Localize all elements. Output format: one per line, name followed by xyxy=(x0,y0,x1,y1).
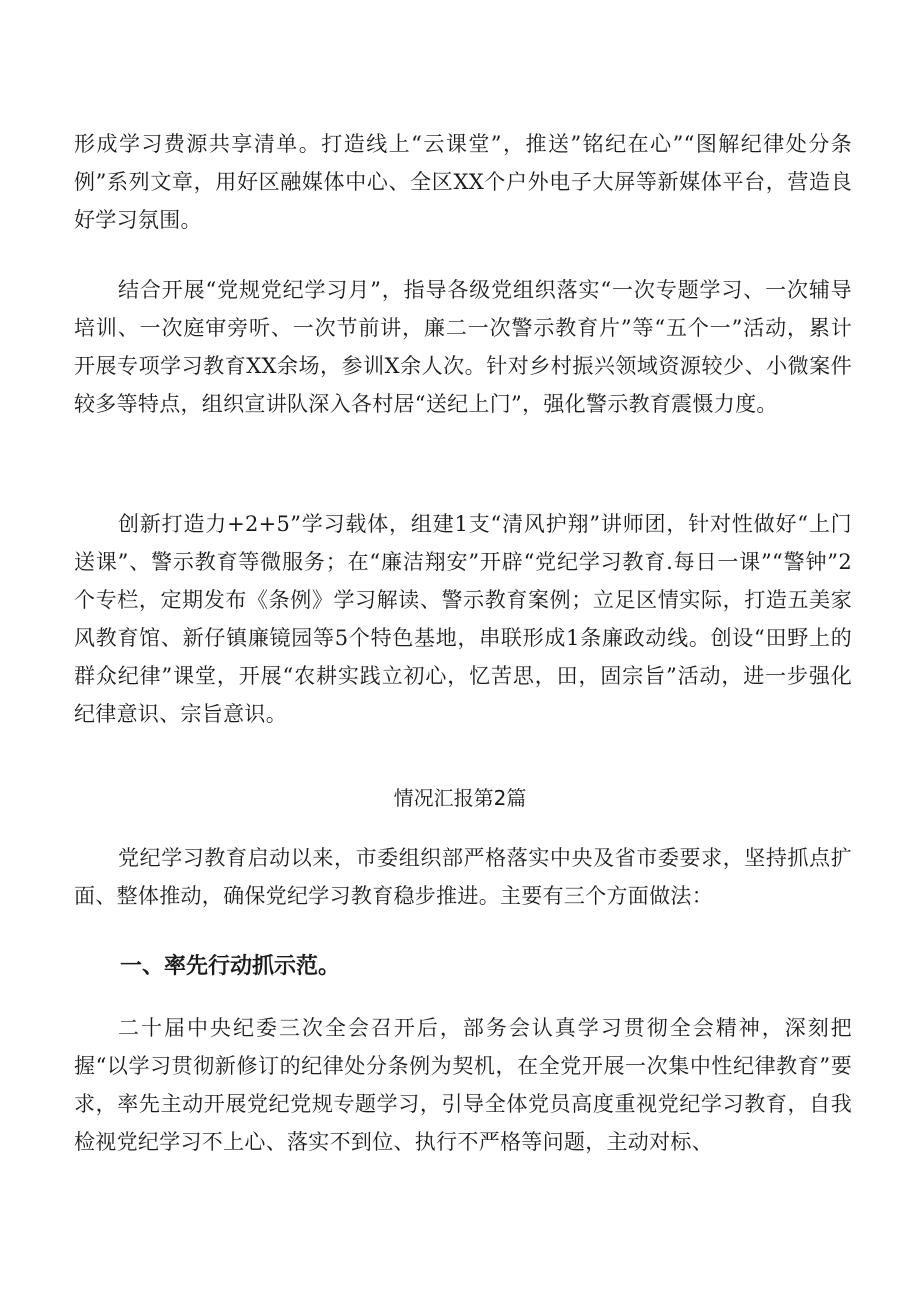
paragraph-innovative-carrier: 创新打造力+2+5”学习载体，组建1支“清风护翔”讲师团，针对性做好“上门送课”、警示教育等微服务；在“廉洁翔安”开辟“党纪学习教育.每日一课”“警钟”2个专栏，定期发布《条例》学习解读、警示教育案例；立足区情实际，打造五美家风教育馆、新仔镇廉镜园等5个特色基地，串联形成1条廉政动线。创设“田野上的群众纪律”课堂，开展“农耕实践立初心，忆苦思，田，固宗旨”活动，进一步强化纪律意识、宗旨意识。 xyxy=(74,512,852,726)
paragraph-study-month: 结合开展“党规党纪学习月”，指导各级党组织落实“一次专题学习、一次辅导培训、一次庭审旁听、一次节前讲，廉二一次警示教育片”等“五个一”活动，累计开展专项学习教育XX余场，参训X余人次。针对乡村振兴领域资源较少、小微案件较多等特点，组织宣讲队深入各村居“送纪上门”，强化警示教育震慑力度。 xyxy=(74,278,852,416)
paragraph-intro: 党纪学习教育启动以来，市委组织部严格落实中央及省市委要求，坚持抓点扩面、整体推动，确保党纪学习教育稳步推进。主要有三个方面做法： xyxy=(74,846,852,908)
heading-first-point: 一、率先行动抓示范。 xyxy=(120,954,341,979)
section-title: 情况汇报第2篇 xyxy=(393,786,527,810)
paragraph-body: 二十届中央纪委三次全会召开后，部务会认真学习贯彻全会精神，深刻把握“以学习贯彻新修订的纪律处分条例为契机，在全党开展一次集中性纪律教育”要求，率先主动开展党纪党规专题学习，引导全体党员高度重视党纪学习教育，自我检视党纪学习不上心、落实不到位、执行不严格等问题，主动对标、 xyxy=(74,1016,852,1154)
paragraph-resource-sharing: 形成学习费源共享清单。打造线上“云课堂”，推送”铭纪在心”“图解纪律处分条例”系列文章，用好区融媒体中心、全区XX个户外电子大屏等新媒体平台，营造良好学习氛围。 xyxy=(74,132,852,232)
